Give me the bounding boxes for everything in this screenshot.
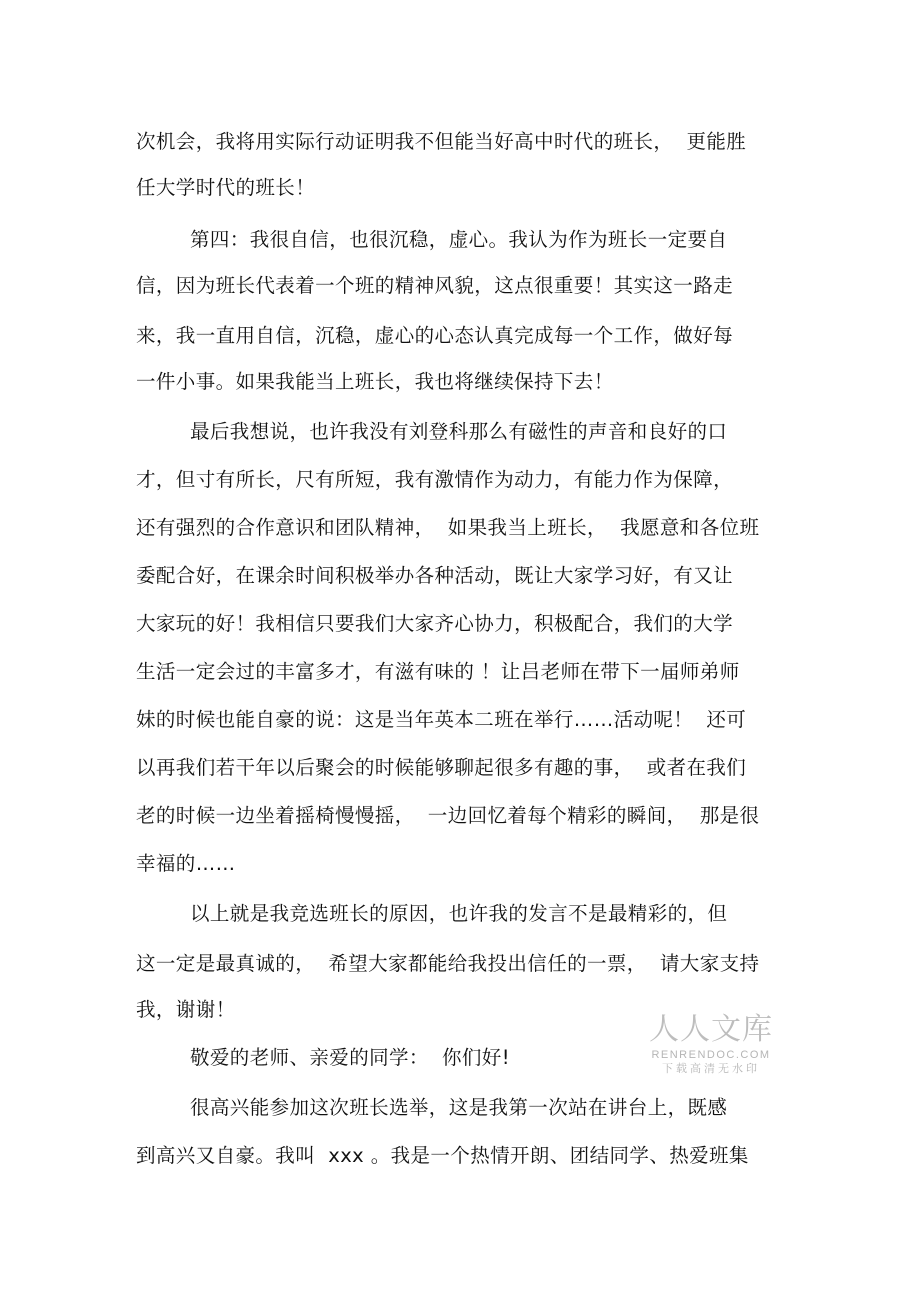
text-line: 来，我一直用自信，沉稳，虚心的心态认真完成每一个工作，做好每 bbox=[136, 324, 734, 347]
text-line: 很高兴能参加这次班长选举，这是我第一次站在讲台上，既感 bbox=[190, 1096, 728, 1119]
text-line: 我，谢谢！ bbox=[136, 998, 236, 1021]
text-line: 最后我想说，也许我没有刘登科那么有磁性的声音和良好的口 bbox=[190, 420, 728, 443]
text-line: 妹的时候也能自豪的说：这是当年英本二班在举行……活动呢！ 还可 bbox=[136, 708, 747, 731]
text-line: 第四：我很自信，也很沉稳，虚心。我认为作为班长一定要自 bbox=[190, 228, 728, 251]
text-line: 一件小事。如果我能当上班长，我也将继续保持下去！ bbox=[136, 370, 614, 393]
text-line: 幸福的…… bbox=[136, 852, 236, 875]
text-line: 大家玩的好！我相信只要我们大家齐心协力，积极配合，我们的大学 bbox=[136, 612, 734, 635]
text-line: 次机会，我将用实际行动证明我不但能当好高中时代的班长， 更能胜 bbox=[136, 130, 747, 153]
watermark-subtitle: 下载高清无水印 bbox=[662, 1062, 760, 1075]
text-line: 还有强烈的合作意识和团队精神， 如果我当上班长， 我愿意和各位班 bbox=[136, 516, 760, 539]
text-line: 以再我们若干年以后聚会的时候能够聊起很多有趣的事， 或者在我们 bbox=[136, 756, 747, 779]
text-line: 生活一定会过的丰富多才，有滋有味的 ！让吕老师在带下一届师弟师 bbox=[136, 660, 740, 683]
watermark bbox=[646, 1012, 776, 1076]
text-line: 委配合好，在课余时间积极举办各种活动，既让大家学习好，有又让 bbox=[136, 564, 734, 587]
text-line: 以上就是我竞选班长的原因，也许我的发言不是最精彩的，但 bbox=[190, 902, 728, 925]
text-line: 到高兴又自豪。我叫 xxx 。我是一个热情开朗、团结同学、热爱班集 bbox=[136, 1144, 749, 1167]
text-line: 任大学时代的班长！ bbox=[136, 176, 316, 199]
text-line: 信，因为班长代表着一个班的精神风貌，这点很重要！其实这一路走 bbox=[136, 274, 734, 297]
text-line: 这一定是最真诚的， 希望大家都能给我投出信任的一票， 请大家支持 bbox=[136, 952, 760, 975]
text-line: 才，但寸有所长，尺有所短，我有激情作为动力，有能力作为保障， bbox=[136, 468, 734, 491]
text-line: 敬爱的老师、亲爱的同学： 你们好! bbox=[190, 1046, 510, 1069]
watermark-title: 人人文库 bbox=[649, 1012, 773, 1047]
watermark-domain: RENRENDOC.COM bbox=[651, 1049, 771, 1061]
text-line: 老的时候一边坐着摇椅慢慢摇， 一边回忆着每个精彩的瞬间， 那是很 bbox=[136, 804, 760, 827]
